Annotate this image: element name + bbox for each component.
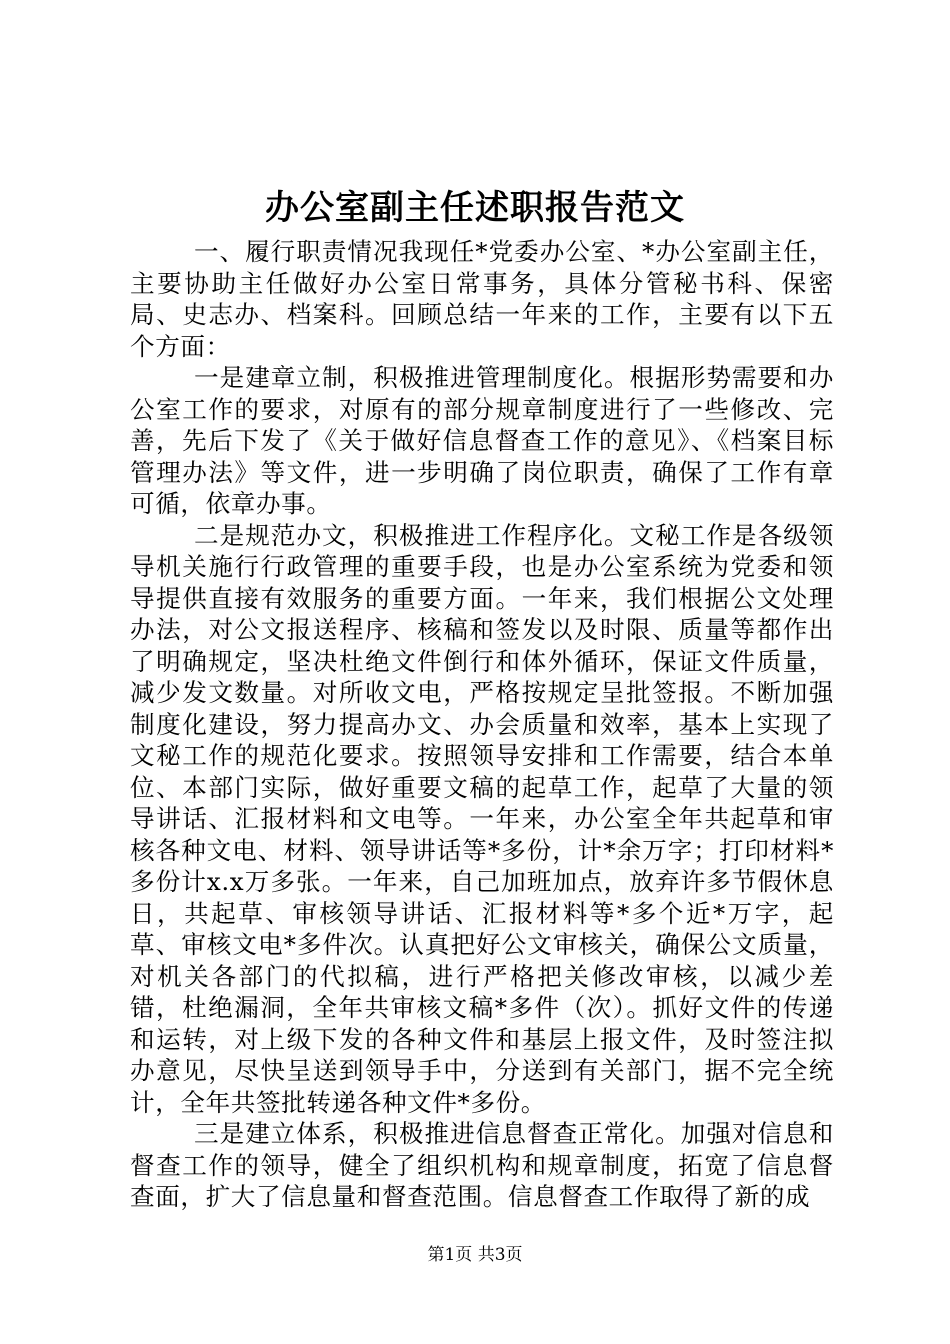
paragraph-information: 三是建立体系，积极推进信息督查正常化。加强对信息和督查工作的领导，健全了组织机构和规章制度，拓宽了信息督查面，扩大了信息量和督查范围。信息督查工作取得了新的成 [130, 1119, 834, 1211]
document-body [130, 236, 834, 1213]
document-title: 办公室副主任述职报告范文 [265, 188, 685, 228]
paragraph-documents: 二是规范办文，积极推进工作程序化。文秘工作是各级领导机关施行行政管理的重要手段，也是办公室系统为党委和领导提供直接有效服务的重要方面。一年来，我们根据公文处理办法，对公文报送程序、核稿和签发以及时限、质量等都作出了明确规定，坚决杜绝文件倒行和体外循环，保证文件质量，减少发文数量。对所收文电，严格按规定呈批签报。不断加强制度化建设，努力提高办文、办会质量和效率，基本上实现了文秘工作的规范化要求。按照领导安排和工作需要，结合本单位、本部门实际，做好重要文稿的起草工作，起草了大量的领导讲话、汇报材料和文电等。一年来，办公室全年共起草和审核各种文电、材料、领导讲话等*多份，计*余万字；打印材料*多份计x.x万多张。一年来，自己加班加点，放弃许多节假休息日，共起草、审核领导讲话、汇报材料等*多个近*万字，起草、审核文电*多件次。认真把好公文审核关，确保公文质量，对机关各部门的代拟稿，进行严格把关修改审核，以减少差错，杜绝漏洞，全年共审核文稿*多件（次）。抓好文件的传递和运转，对上级下发的各种文件和基层上报文件，及时签注拟办意见，尽快呈送到领导手中，分送到有关部门，据不完全统计，全年共签批转递各种文件*多份。 [130, 520, 834, 1117]
page-number: 第1页 共3页 [427, 1245, 523, 1265]
paragraph-duties: 一、履行职责情况我现任*党委办公室、*办公室副主任，主要协助主任做好办公室日常事务，具体分管秘书科、保密局、史志办、档案科。回顾总结一年来的工作，主要有以下五个方面： [130, 237, 834, 361]
paragraph-rules: 一是建章立制，积极推进管理制度化。根据形势需要和办公室工作的要求，对原有的部分规章制度进行了一些修改、完善，先后下发了《关于做好信息督查工作的意见》、《档案目标管理办法》等文件，进一步明确了岗位职责，确保了工作有章可循，依章办事。 [130, 363, 834, 518]
